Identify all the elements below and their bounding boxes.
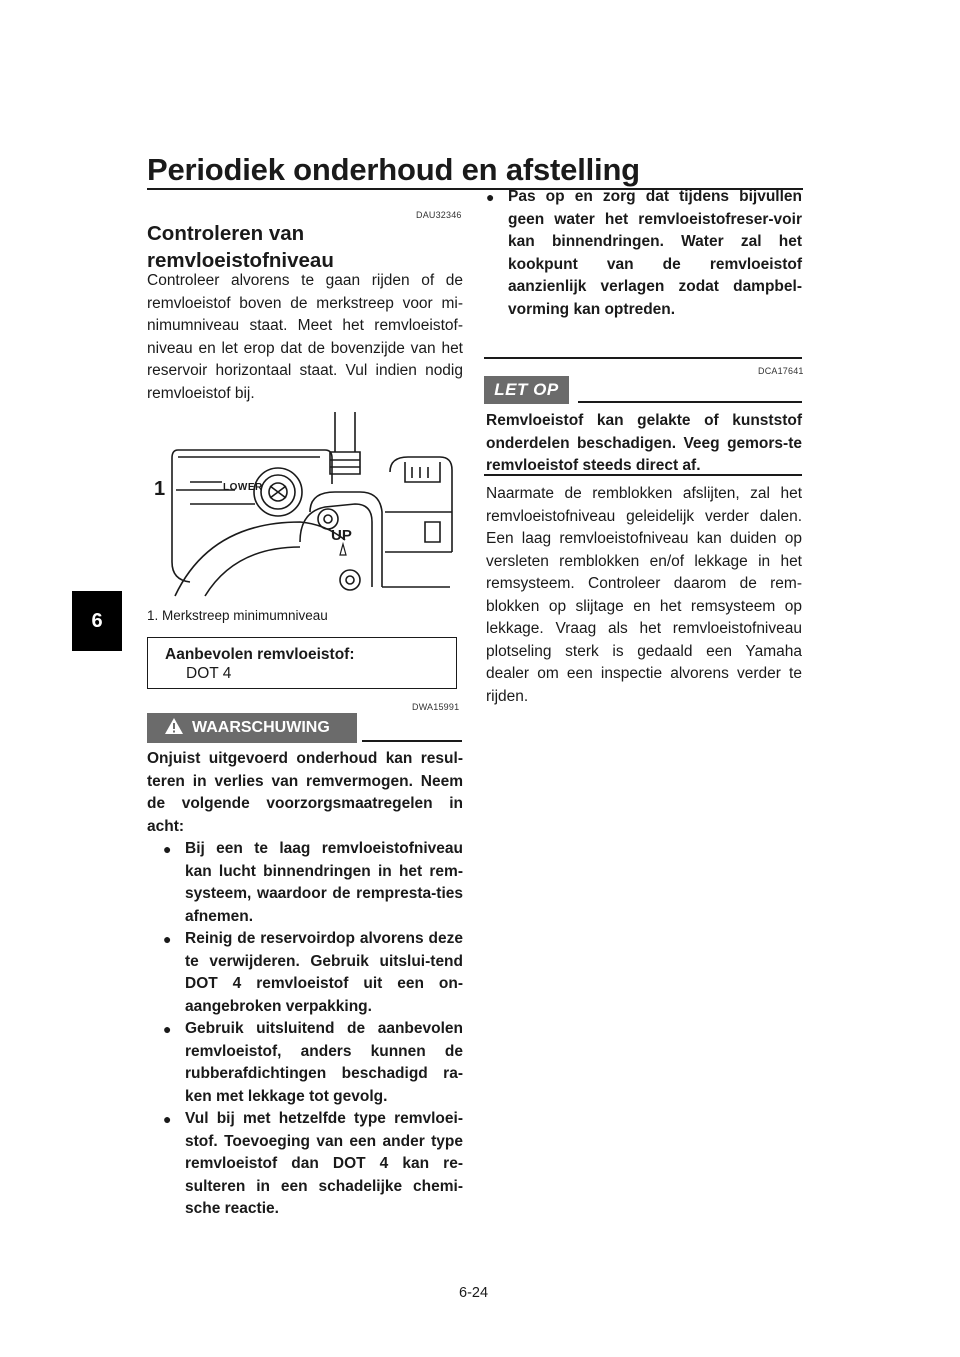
spec-value: DOT 4 bbox=[186, 665, 232, 682]
up-mark-label: UP bbox=[331, 527, 352, 544]
after-paragraph: Naarmate de remblokken afslijten, zal het remvloeistofniveau geleidelijk verder dalen. Een laag remvloeistofniveau kan duiden op versleten remblokken en/of lekkage in het remsysteem. Controleer daarom de rem-blokken op slijtage en het remsysteem op lekkage. Vraag als het remvloeistofniveau plotseling sterk is gedaald een Yamaha dealer om een inspectie alvorens verder te rijden. bbox=[486, 485, 802, 705]
warning-bullet: ● Vul bij met hetzelfde type remvloei-stof. Toevoeging van een ander type remvloeistof dan DOT 4 kan re-sulteren in een schadelijke chemi-sche reactie. bbox=[163, 1108, 463, 1221]
warning-bullet-list-continued bbox=[486, 186, 802, 321]
page-number: 6-24 bbox=[459, 1285, 489, 1301]
notice-code: DCA17641 bbox=[758, 366, 804, 376]
warning-bullet: ● Pas op en zorg dat tijdens bijvullen geen water het remvloeistofreser-voir kan binnendringen. Water zal het kookpunt van de remvloeistof aanzienlijk verlagen zodat dampbel-vorming kan optreden. bbox=[486, 186, 802, 321]
notice-rule bbox=[578, 401, 802, 403]
callout-number: 1 bbox=[154, 478, 166, 500]
warning-badge bbox=[147, 713, 357, 743]
section-heading: Controleren van remvloeistofniveau bbox=[147, 222, 334, 272]
notice-end-rule bbox=[484, 474, 802, 476]
brake-reservoir-figure bbox=[150, 412, 460, 598]
page-title: Periodiek onderhoud en afstelling bbox=[147, 152, 640, 187]
warning-code: DWA15991 bbox=[412, 702, 460, 712]
spec-label: Aanbevolen remvloeistof: bbox=[165, 646, 355, 663]
notice-badge: LET OP bbox=[484, 376, 569, 404]
warning-end-rule bbox=[484, 357, 802, 359]
warning-badge-label: WAARSCHUWING bbox=[192, 719, 330, 736]
section-paragraph: Controleer alvorens te gaan rijden of de remvloeistof boven de merkstreep voor mi-nimumniveau staat. Meet het remvloeistof-niveau en let erop dat de bovenzijde van het reservoir horizontaal staat. Vul indien nodig remvloeistof bij. bbox=[147, 272, 463, 402]
warning-bullet: ● Bij een te laag remvloeistofniveau kan lucht binnendringen in het rem-systeem, waardoor de rempresta-ties afnemen. bbox=[163, 838, 463, 928]
warning-bullet: ● Gebruik uitsluitend de aanbevolen remvloeistof, anders kunnen de rubberafdichtingen beschadigd ra-ken met lekkage tot gevolg. bbox=[163, 1018, 463, 1108]
warning-icon bbox=[164, 717, 184, 740]
spec-box bbox=[147, 637, 457, 689]
figure-caption: 1. Merkstreep minimumniveau bbox=[147, 608, 328, 623]
chapter-tab: 6 bbox=[72, 591, 122, 651]
lower-mark-label: LOWER bbox=[223, 482, 263, 493]
warning-bullet: ● Reinig de reservoirdop alvorens deze te verwijderen. Gebruik uitslui-tend DOT 4 remvloeistof uit een on-aangebroken verpakking. bbox=[163, 928, 463, 1018]
warning-bullet-list bbox=[163, 838, 463, 1221]
warning-intro: Onjuist uitgevoerd onderhoud kan resul-teren in verlies van remvermogen. Neem de volgende voorzorgsmaatregelen in acht: bbox=[147, 750, 463, 835]
notice-text: Remvloeistof kan gelakte of kunststof onderdelen beschadigen. Veeg gemors-te remvloeistof steeds direct af. bbox=[486, 412, 802, 474]
section-code: DAU32346 bbox=[416, 210, 462, 220]
warning-rule bbox=[362, 740, 462, 742]
